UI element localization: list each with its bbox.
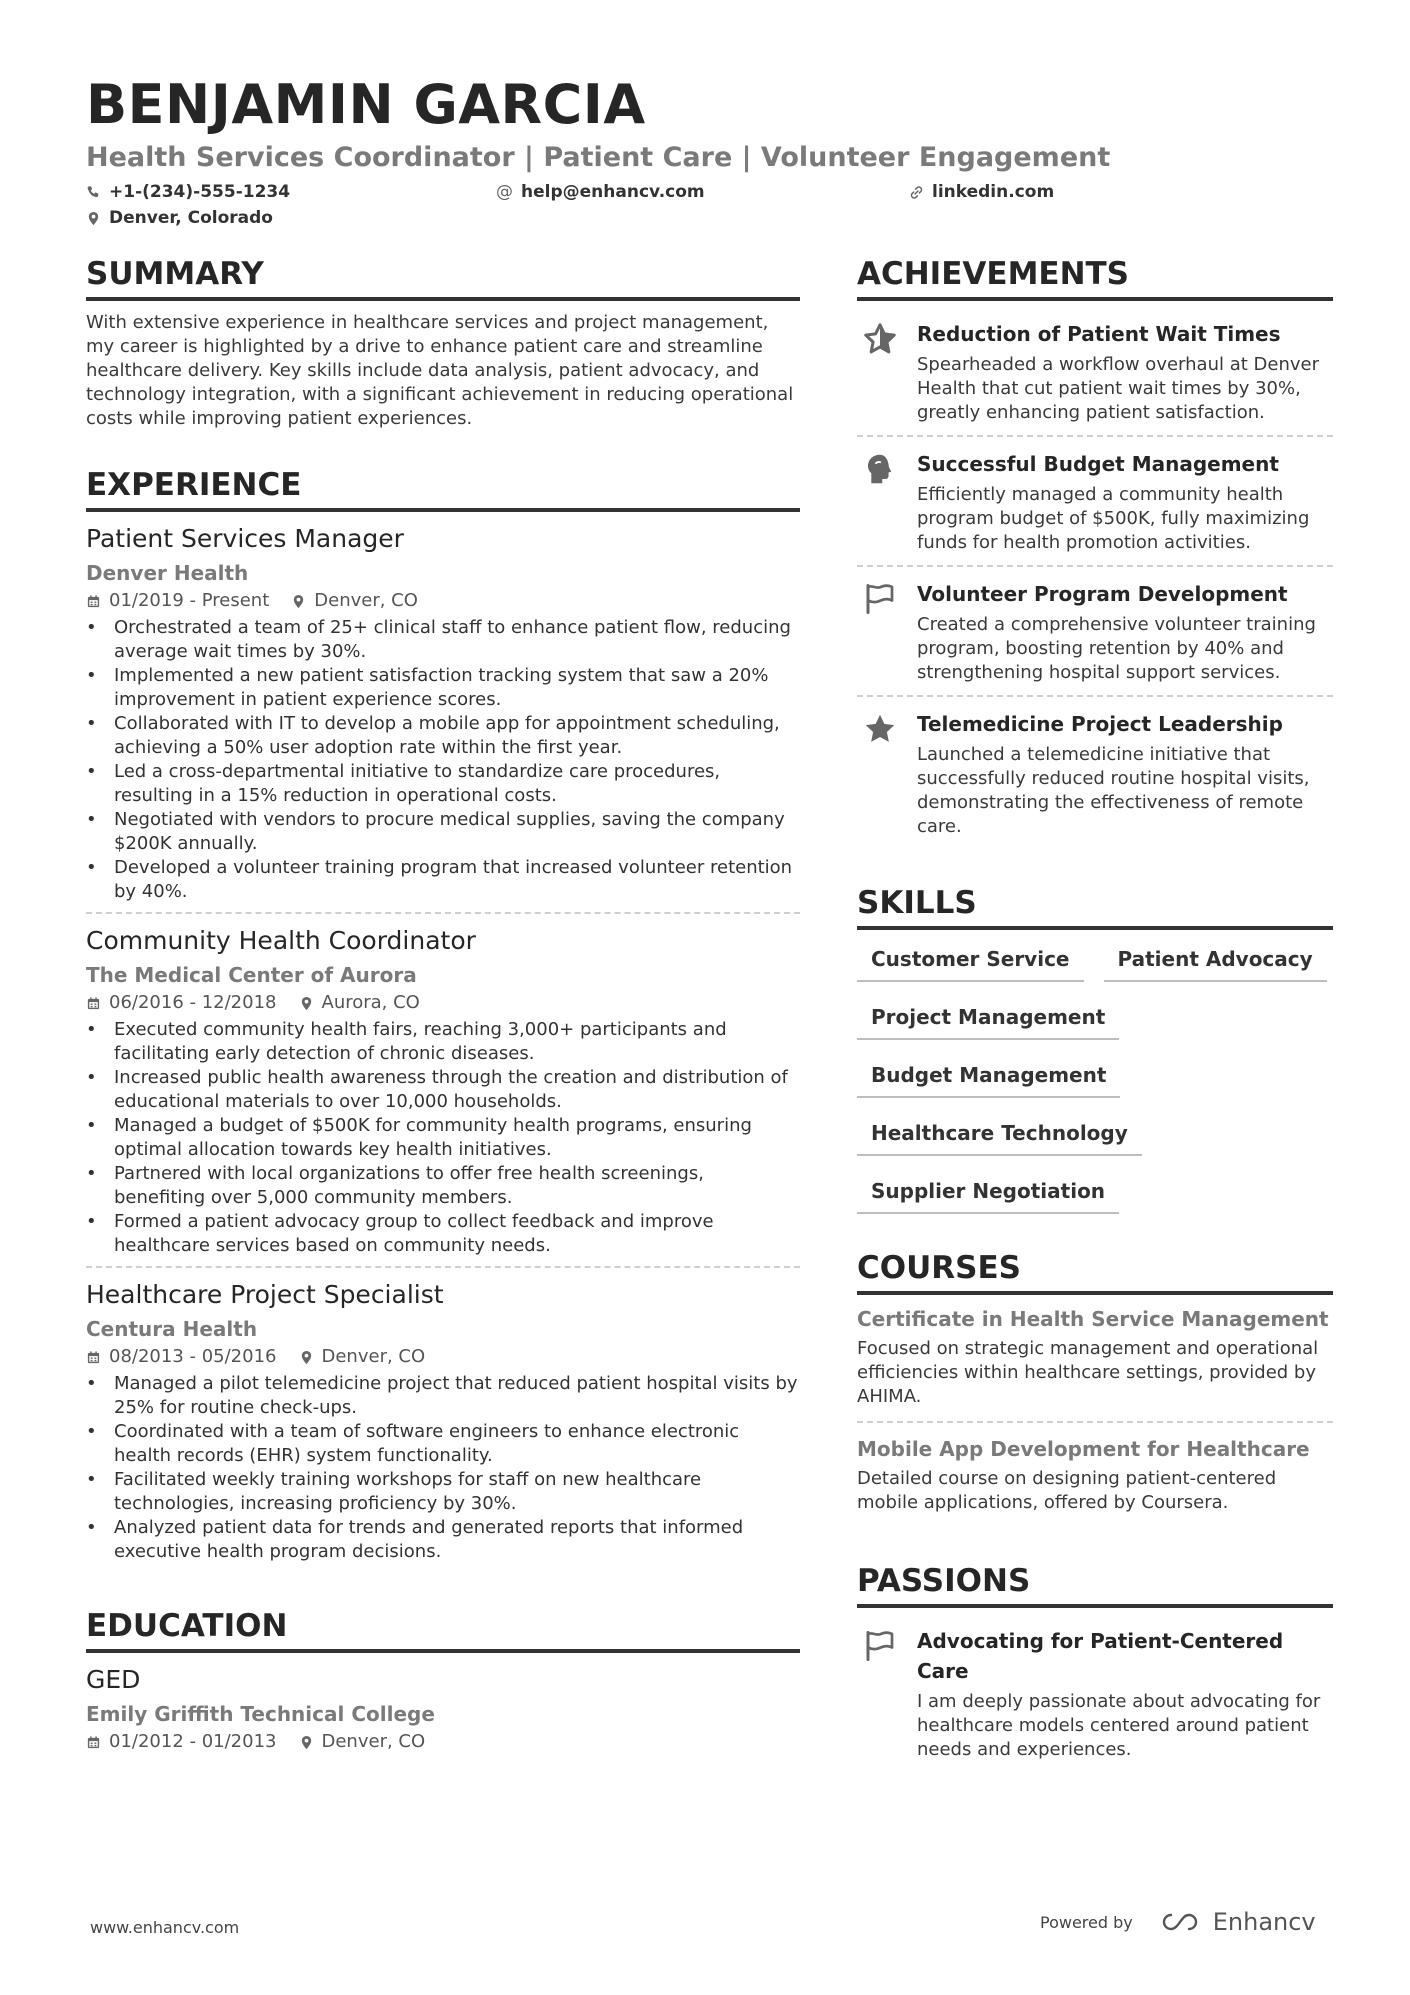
summary-heading: SUMMARY [86, 254, 800, 301]
candidate-tagline: Health Services Coordinator | Patient Care | Volunteer Engagement [86, 142, 1111, 173]
location-pin-icon [86, 211, 101, 226]
location-pin-icon [299, 1735, 314, 1750]
job-title: Healthcare Project Specialist [86, 1280, 444, 1309]
course-desc: Focused on strategic management and operational efficiencies within healthcare settings, provided by AHIMA. [857, 1338, 1319, 1407]
achievement-item [857, 311, 1333, 435]
job-bullet: • Partnered with local organizations to offer free health screenings, benefiting over 5,000 community members. [86, 1162, 800, 1210]
achievement-item [857, 695, 1333, 849]
job-location: Denver, CO [321, 1346, 426, 1367]
head-icon [862, 451, 898, 487]
education-section [86, 1606, 800, 1755]
job-company: Denver Health [86, 561, 249, 585]
passion-title: Advocating for Patient-Centered Care [917, 1629, 1284, 1683]
calendar-icon [86, 1350, 101, 1365]
course-desc: Detailed course on designing patient-centered mobile applications, offered by Coursera. [857, 1468, 1277, 1513]
course-item [857, 1305, 1333, 1421]
star-filled-icon [862, 711, 898, 747]
job-bullet: • Facilitated weekly training workshops for staff on new healthcare technologies, increasing proficiency by 30%. [86, 1468, 800, 1516]
calendar-icon [86, 594, 101, 609]
left-column [86, 254, 800, 1789]
powered-by-text: Powered by [1040, 1912, 1133, 1932]
passions-section [857, 1561, 1333, 1772]
achievement-item [857, 565, 1333, 695]
job-company: Centura Health [86, 1317, 258, 1341]
job-bullet: • Executed community health fairs, reaching 3,000+ participants and facilitating early detection of chronic diseases. [86, 1018, 800, 1066]
achievement-title: Telemedicine Project Leadership [917, 712, 1283, 736]
location-text: Denver, Colorado [109, 208, 273, 228]
achievement-item [857, 435, 1333, 565]
job-dates: 01/2019 - Present [109, 590, 270, 611]
phone-contact[interactable] [86, 180, 290, 204]
course-item [857, 1421, 1333, 1527]
email-text: help@enhancv.com [521, 182, 705, 202]
star-outline-icon [862, 321, 898, 357]
brand-name: Enhancv [1212, 1908, 1316, 1936]
job-company: The Medical Center of Aurora [86, 963, 417, 987]
skill-tag: Project Management [857, 998, 1119, 1040]
link-icon [909, 185, 924, 200]
skill-tag: Patient Advocacy [1104, 940, 1327, 982]
job-dates: 08/2013 - 05/2016 [109, 1346, 277, 1367]
passion-desc: I am deeply passionate about advocating for healthcare models centered around patient needs and experiences. [917, 1691, 1321, 1760]
location-pin-icon [299, 1350, 314, 1365]
job-bullet: • Managed a budget of $500K for community health programs, ensuring optimal allocation towards key health initiatives. [86, 1114, 800, 1162]
location-contact [86, 206, 273, 230]
calendar-icon [86, 996, 101, 1011]
at-icon: @ [496, 182, 513, 202]
job-bullet: • Coordinated with a team of software engineers to enhance electronic health records (EHR) system functionality. [86, 1420, 800, 1468]
skill-tag: Healthcare Technology [857, 1114, 1142, 1156]
job-bullet: • Analyzed patient data for trends and generated reports that informed executive health program decisions. [86, 1516, 800, 1564]
courses-section [857, 1248, 1333, 1527]
contact-row [86, 180, 1336, 234]
email-contact[interactable] [496, 180, 705, 204]
achievements-section [857, 254, 1333, 849]
achievement-desc: Created a comprehensive volunteer training program, boosting retention by 40% and strengthening hospital support services. [917, 614, 1316, 683]
job-bullets [86, 1018, 800, 1258]
enhancv-logo[interactable] [1157, 1908, 1316, 1936]
achievement-title: Volunteer Program Development [917, 582, 1288, 606]
skills-heading: SKILLS [857, 883, 1333, 930]
footer-brand [1040, 1908, 1316, 1936]
job-bullets [86, 1372, 800, 1564]
education-school: Emily Griffith Technical College [86, 1702, 435, 1726]
flag-icon [862, 581, 898, 617]
education-heading: EDUCATION [86, 1606, 800, 1653]
education-location: Denver, CO [321, 1731, 426, 1752]
job-location: Aurora, CO [321, 992, 420, 1013]
job-bullet: • Developed a volunteer training program that increased volunteer retention by 40%. [86, 856, 800, 904]
enhancv-logo-icon [1157, 1910, 1203, 1934]
job-bullets [86, 616, 800, 904]
course-title: Mobile App Development for Healthcare [857, 1437, 1310, 1461]
job-location: Denver, CO [314, 590, 418, 611]
candidate-name: BENJAMIN GARCIA [86, 73, 646, 136]
website-contact[interactable] [909, 180, 1054, 204]
achievement-title: Reduction of Patient Wait Times [917, 322, 1281, 346]
job-bullet: • Formed a patient advocacy group to collect feedback and improve healthcare services based on community needs. [86, 1210, 800, 1258]
job-bullet: • Collaborated with IT to develop a mobile app for appointment scheduling, achieving a 50% user adoption rate within the first year. [86, 712, 800, 760]
resume-header [86, 72, 1336, 234]
job-entry [86, 912, 800, 1266]
phone-text: +1-(234)-555-1234 [109, 182, 291, 202]
achievement-desc: Spearheaded a workflow overhaul at Denver Health that cut patient wait times by 30%, greatly enhancing patient satisfaction. [917, 354, 1319, 423]
job-bullet: • Orchestrated a team of 25+ clinical staff to enhance patient flow, reducing average wait times by 30%. [86, 616, 800, 664]
job-bullet: • Led a cross-departmental initiative to standardize care procedures, resulting in a 15% reduction in operational costs. [86, 760, 800, 808]
experience-heading: EXPERIENCE [86, 465, 800, 512]
achievement-desc: Efficiently managed a community health program budget of $500K, fully maximizing funds for health promotion activities. [917, 484, 1310, 553]
courses-heading: COURSES [857, 1248, 1333, 1295]
job-entry [86, 522, 800, 912]
skill-tag: Customer Service [857, 940, 1084, 982]
education-dates: 01/2012 - 01/2013 [109, 1731, 277, 1752]
phone-icon [86, 185, 101, 200]
location-pin-icon [299, 996, 314, 1011]
job-bullet: • Negotiated with vendors to procure medical supplies, saving the company $200K annually. [86, 808, 800, 856]
achievements-heading: ACHIEVEMENTS [857, 254, 1333, 301]
education-degree: GED [86, 1665, 141, 1694]
summary-text: With extensive experience in healthcare services and project management, my career is highlighted by a drive to enhance patient care and streamline healthcare delivery. Key skills include data analysis, patient advocacy, and technology integration, with a significant achievement in reducing operational costs while improving patient experiences. [86, 312, 794, 429]
location-pin-icon [291, 594, 306, 609]
job-bullet: • Increased public health awareness through the creation and distribution of educational materials to over 10,000 households. [86, 1066, 800, 1114]
job-title: Patient Services Manager [86, 524, 404, 553]
skills-section [857, 883, 1333, 1214]
course-title: Certificate in Health Service Management [857, 1307, 1329, 1331]
skills-list [857, 940, 1333, 1214]
skill-tag: Supplier Negotiation [857, 1172, 1119, 1214]
flag-icon [862, 1628, 898, 1664]
job-meta [86, 588, 800, 614]
experience-section [86, 465, 800, 1572]
job-meta [86, 1344, 800, 1370]
job-bullet: • Managed a pilot telemedicine project that reduced patient hospital visits by 25% for routine check-ups. [86, 1372, 800, 1420]
job-dates: 06/2016 - 12/2018 [109, 992, 277, 1013]
calendar-icon [86, 1735, 101, 1750]
job-bullet: • Implemented a new patient satisfaction tracking system that saw a 20% improvement in patient experience scores. [86, 664, 800, 712]
job-entry [86, 1266, 800, 1572]
achievement-desc: Launched a telemedicine initiative that successfully reduced routine hospital visits, demonstrating the effectiveness of remote care. [917, 744, 1310, 837]
passion-item [857, 1618, 1333, 1772]
passions-heading: PASSIONS [857, 1561, 1333, 1608]
right-column [857, 254, 1333, 1806]
job-title: Community Health Coordinator [86, 926, 476, 955]
achievement-title: Successful Budget Management [917, 452, 1279, 476]
education-meta [86, 1729, 800, 1755]
website-text: linkedin.com [932, 182, 1055, 202]
skill-tag: Budget Management [857, 1056, 1120, 1098]
footer-website[interactable]: www.enhancv.com [90, 1918, 240, 1937]
job-meta [86, 990, 800, 1016]
summary-section [86, 254, 800, 431]
